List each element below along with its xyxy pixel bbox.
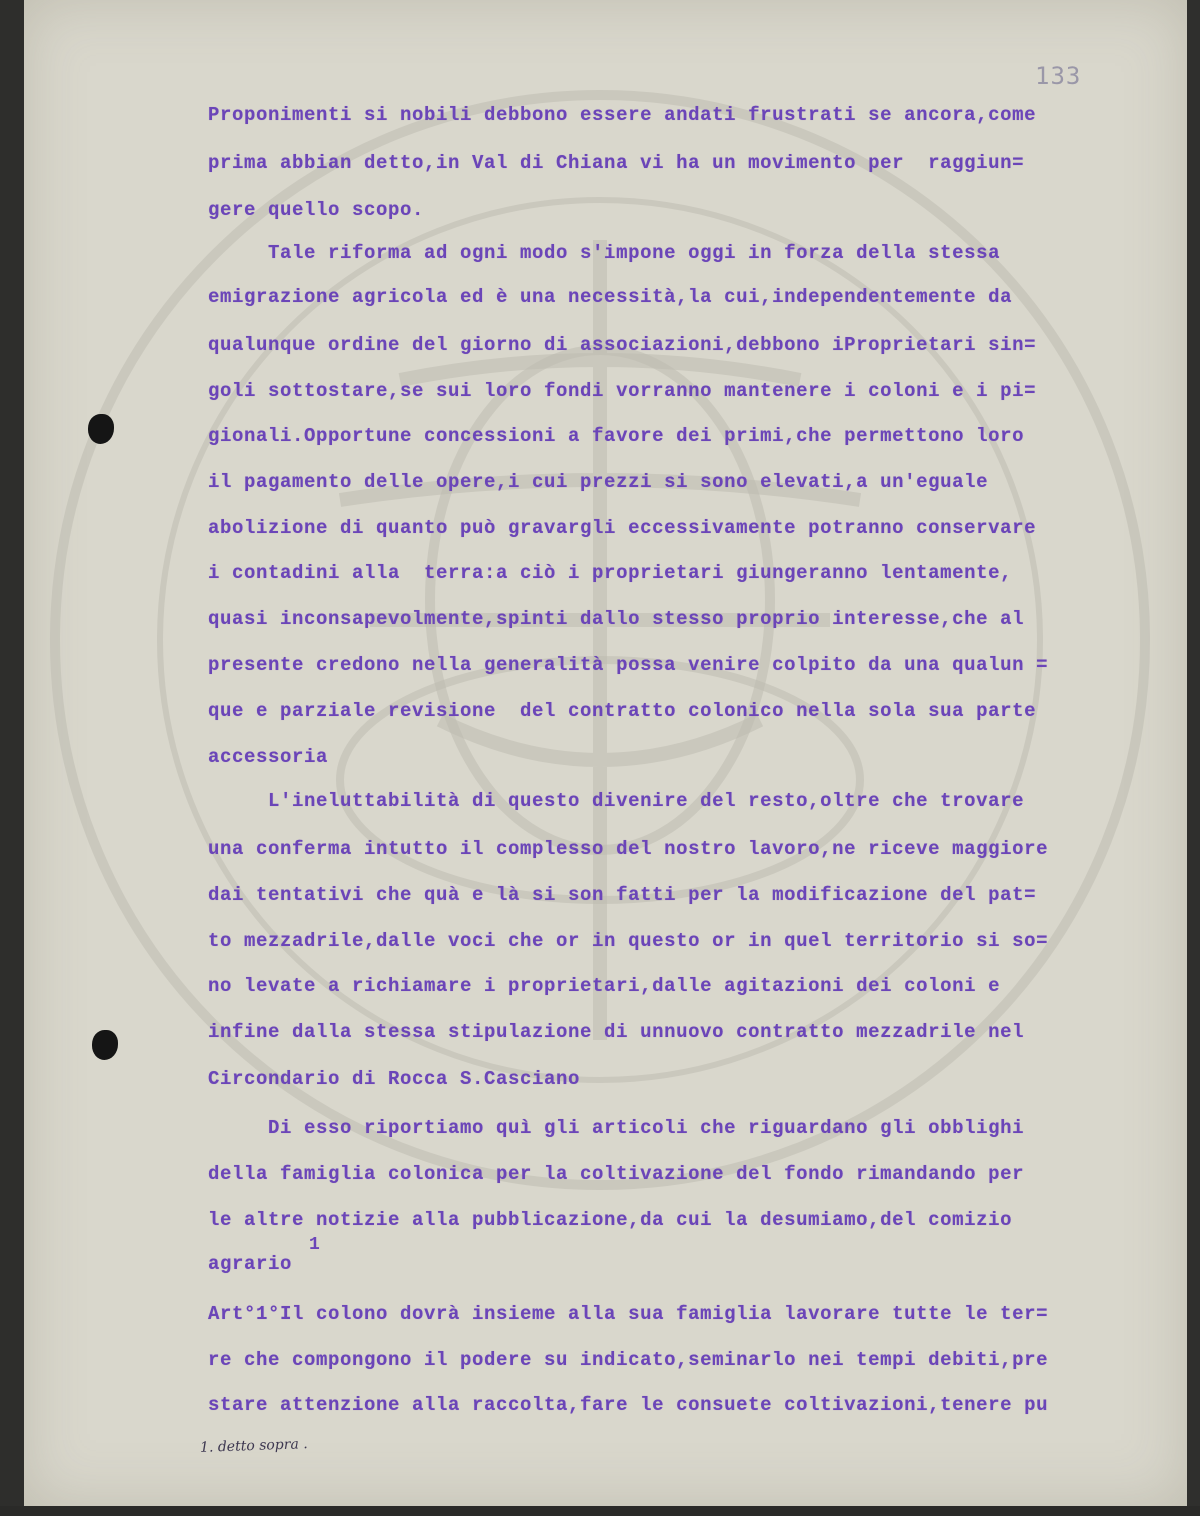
text-line: re che compongono il podere su indicato,seminarlo nei tempi debiti,pre: [208, 1349, 1049, 1371]
text-line: della famiglia colonica per la coltivazione del fondo rimandando per: [208, 1163, 1025, 1185]
scan-background-right: [1187, 0, 1200, 1516]
text-line: gere quello scopo.: [208, 199, 425, 221]
text-line: no levate a richiamare i proprietari,dalle agitazioni dei coloni e: [208, 975, 1001, 997]
text-line: dai tentativi che quà e là si son fatti per la modificazione del pat=: [208, 884, 1037, 906]
text-line: stare attenzione alla raccolta,fare le consuete coltivazioni,tenere pu: [208, 1394, 1049, 1416]
text-line: quasi inconsapevolmente,spinti dallo stesso proprio interesse,che al: [208, 608, 1025, 630]
text-line: presente credono nella generalità possa venire colpito da una qualun =: [208, 654, 1049, 676]
text-line: una conferma intutto il complesso del nostro lavoro,ne riceve maggiore: [208, 838, 1049, 860]
text-line: emigrazione agricola ed è una necessità,la cui,independentemente da: [208, 286, 1013, 308]
text-line: infine dalla stessa stipulazione di unnuovo contratto mezzadrile nel: [208, 1021, 1025, 1043]
text-line: Di esso riportiamo quì gli articoli che riguardano gli obblighi: [208, 1117, 1025, 1139]
page-number: 133: [1035, 62, 1082, 90]
text-line: Art°1°Il colono dovrà insieme alla sua famiglia lavorare tutte le ter=: [208, 1303, 1049, 1325]
text-line: Proponimenti si nobili debbono essere andati frustrati se ancora,come: [208, 104, 1037, 126]
text-line: goli sottostare,se sui loro fondi vorranno mantenere i coloni e i pi=: [208, 380, 1037, 402]
text-line: qualunque ordine del giorno di associazioni,debbono iProprietari sin=: [208, 334, 1037, 356]
text-line: L'ineluttabilità di questo divenire del resto,oltre che trovare: [208, 790, 1025, 812]
handwritten-footnote: 1. detto sopra .: [199, 1436, 308, 1456]
text-line: que e parziale revisione del contratto colonico nella sola sua parte: [208, 700, 1037, 722]
scan-background-left: [0, 0, 24, 1516]
paper-sheet: [24, 0, 1187, 1506]
text-line: gionali.Opportune concessioni a favore dei primi,che permettono loro: [208, 425, 1025, 447]
text-line: le altre notizie alla pubblicazione,da cui la desumiamo,del comizio: [208, 1209, 1013, 1231]
text-line: i contadini alla terra:a ciò i proprietari giungeranno lentamente,: [208, 562, 1013, 584]
text-line: Circondario di Rocca S.Casciano: [208, 1068, 581, 1090]
text-line: agrario: [208, 1253, 293, 1275]
text-line: prima abbian detto,in Val di Chiana vi ha un movimento per raggiun=: [208, 152, 1025, 174]
scan-background-bottom: [0, 1506, 1200, 1516]
footnote-mark: 1: [309, 1235, 320, 1255]
text-line: to mezzadrile,dalle voci che or in questo or in quel territorio si so=: [208, 930, 1049, 952]
text-line: Tale riforma ad ogni modo s'impone oggi in forza della stessa: [208, 242, 1001, 264]
text-line: accessoria: [208, 746, 329, 768]
text-line: abolizione di quanto può gravargli eccessivamente potranno conservare: [208, 517, 1037, 539]
text-line: il pagamento delle opere,i cui prezzi si sono elevati,a un'eguale: [208, 471, 989, 493]
